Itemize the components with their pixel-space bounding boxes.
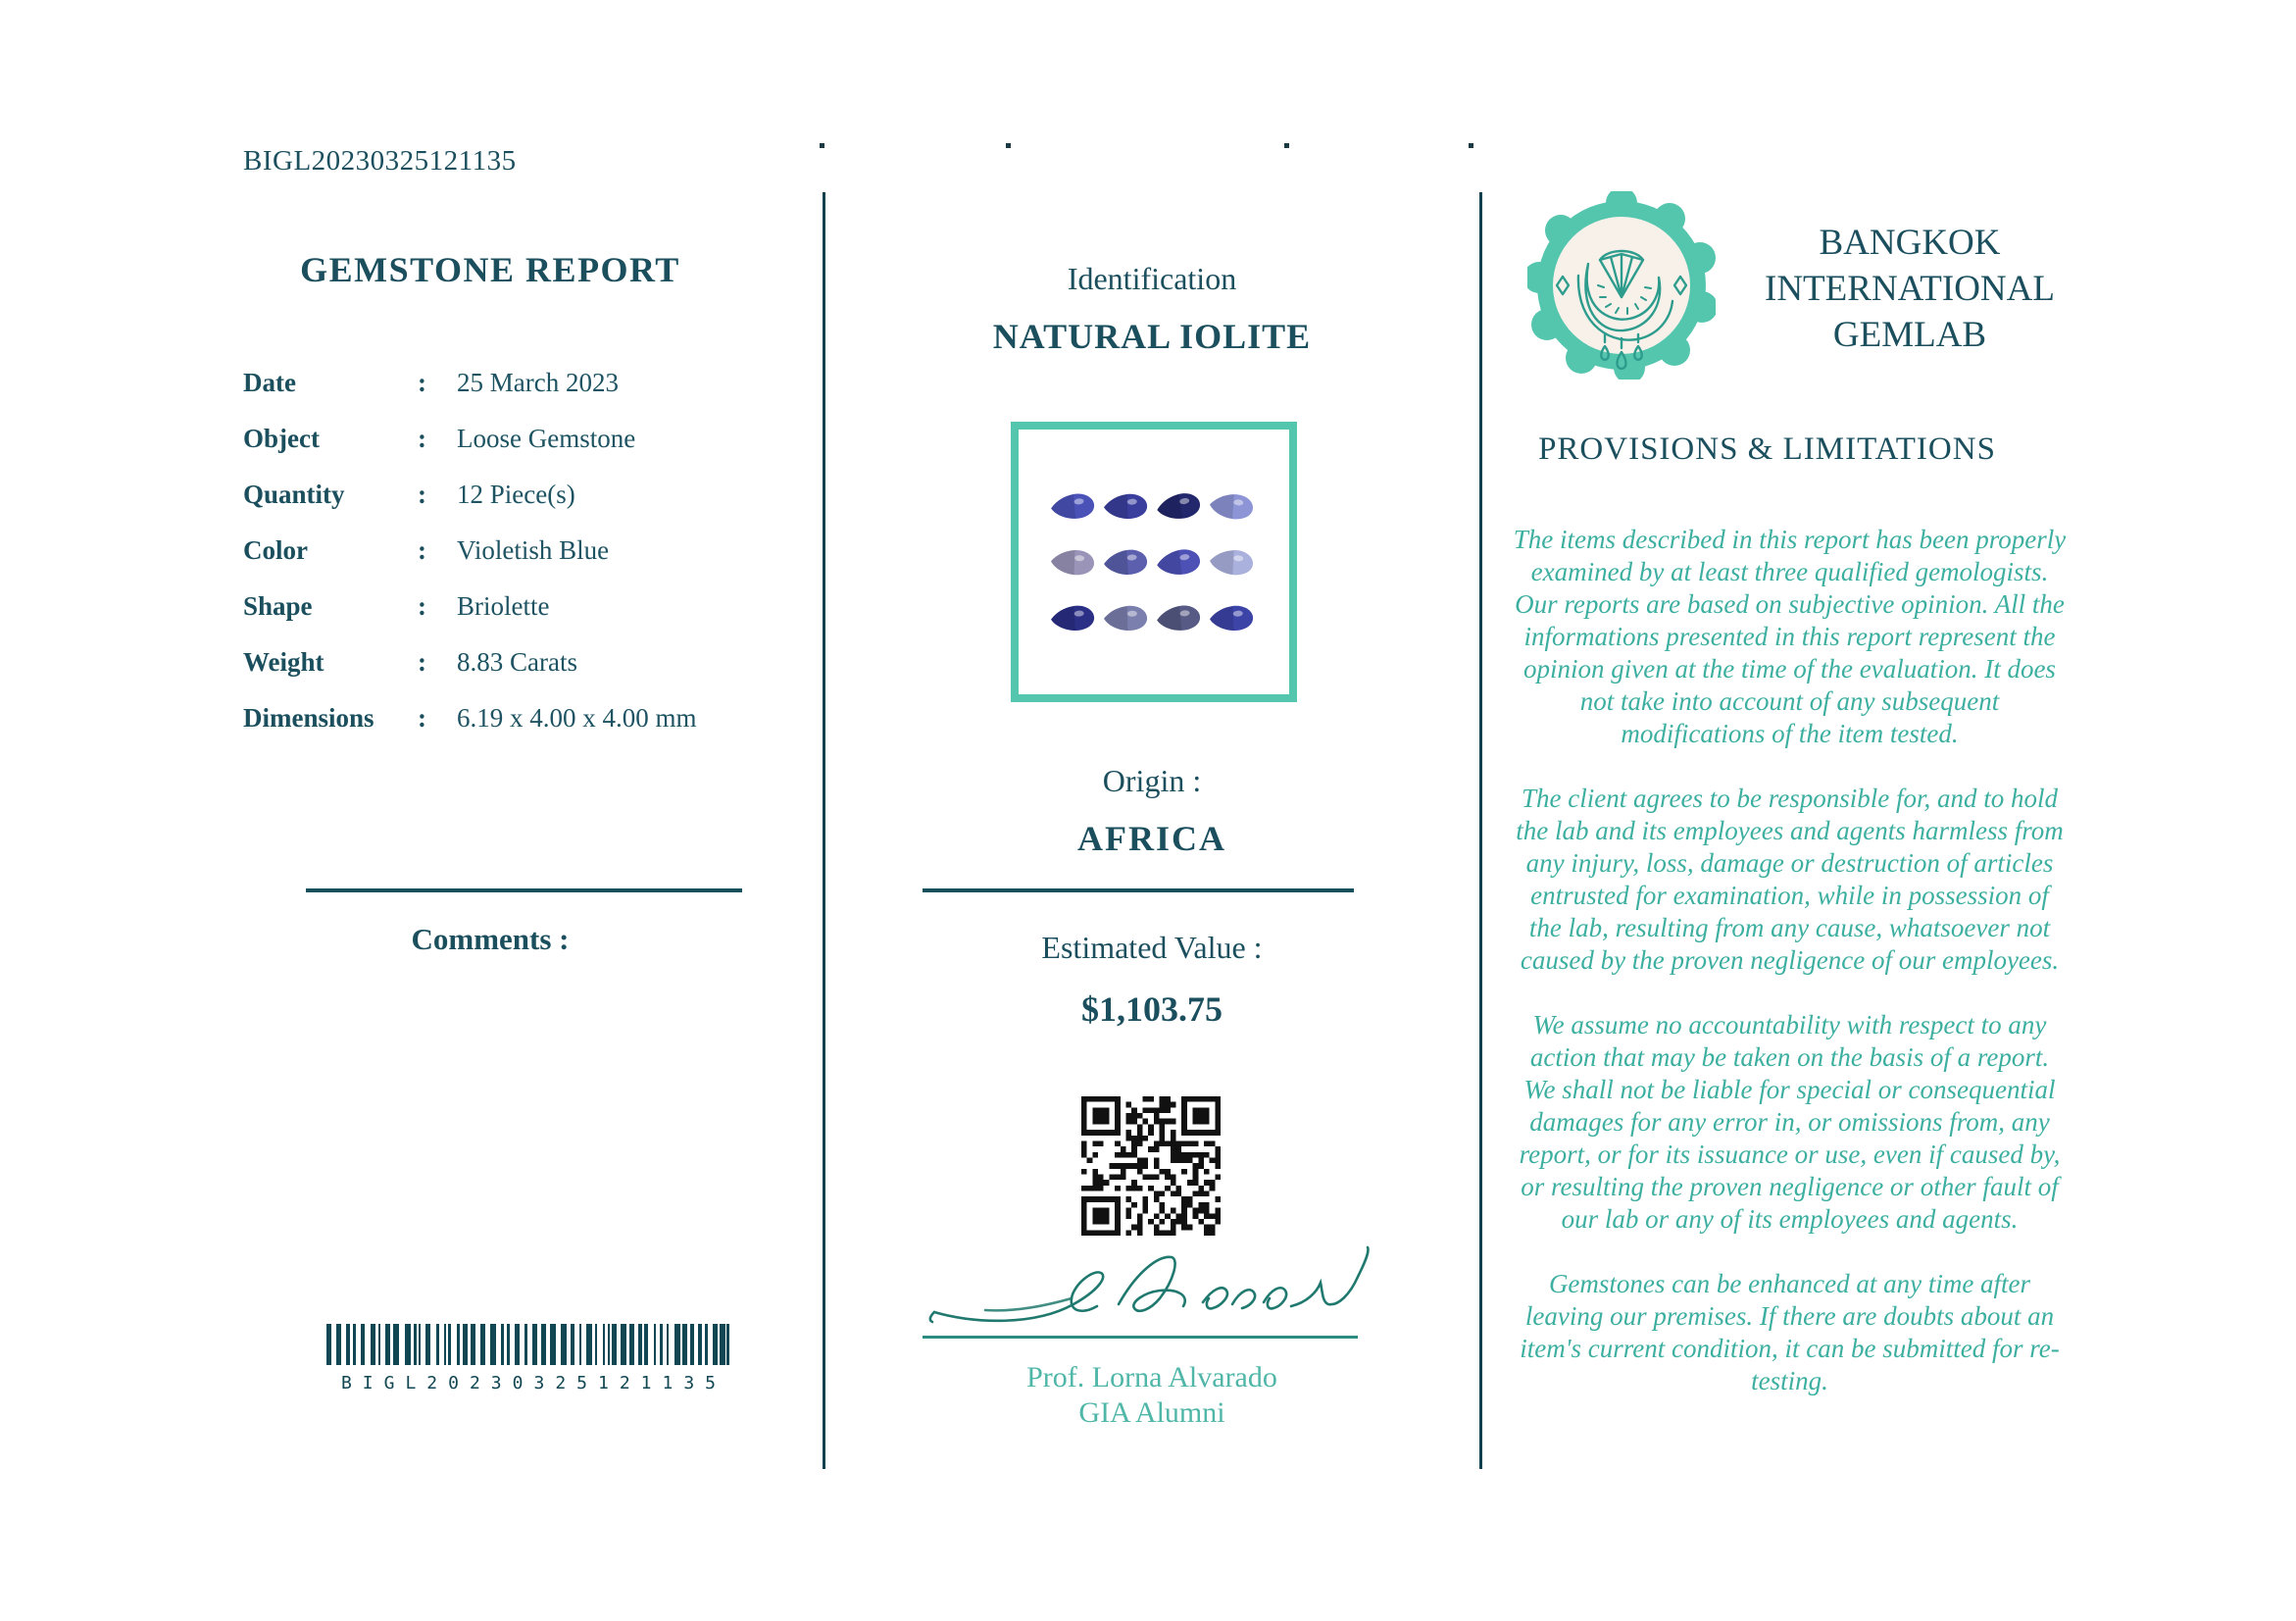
gem-stone	[1153, 599, 1205, 635]
gem-stone	[1048, 545, 1098, 579]
lab-name	[1718, 220, 2102, 358]
field-label: Weight	[243, 647, 324, 677]
gem-name: NATURAL IOLITE	[992, 317, 1312, 356]
field-value: Loose Gemstone	[457, 424, 636, 453]
field-value: Violetish Blue	[457, 535, 610, 565]
gem-stone	[1047, 487, 1099, 524]
gem-stone	[1101, 601, 1151, 634]
gem-photo	[1019, 430, 1289, 694]
comments-heading: Comments :	[411, 922, 570, 956]
provision-paragraph: Gemstones can be enhanced at any time after leaving our premises. If there are doubts about an item's current condition, it can be submitted for re-testing.	[1520, 1269, 2060, 1395]
field-label: Dimensions	[243, 703, 374, 733]
section-divider	[923, 888, 1354, 892]
registration-dot	[1006, 143, 1011, 148]
field-row	[243, 644, 797, 681]
field-label: Color	[243, 535, 308, 565]
gem-stone	[1207, 488, 1258, 523]
provisions-heading: PROVISIONS & LIMITATIONS	[1538, 431, 1996, 467]
registration-dot	[820, 143, 824, 148]
gem-stone	[1101, 544, 1153, 580]
signature-script	[926, 1234, 1377, 1336]
field-value: Briolette	[457, 591, 550, 621]
field-value: 12 Piece(s)	[457, 480, 575, 509]
field-label: Quantity	[243, 480, 345, 509]
qr-code	[1081, 1096, 1221, 1236]
report-fields	[243, 365, 797, 756]
origin-value: AFRICA	[1077, 819, 1226, 858]
field-colon: :	[418, 424, 426, 453]
barcode	[326, 1324, 730, 1393]
field-colon: :	[418, 647, 426, 677]
field-colon: :	[418, 703, 426, 733]
gem-stone	[1048, 600, 1099, 634]
provision-paragraph: The client agrees to be responsible for, and to hold the lab and its employees and agents harmless from any injury, loss, damage or destruction of articles entrusted for examination, while in possession of the lab, resulting from any cause, whatsoever not caused by the proven negligence of our employees.	[1516, 784, 2064, 975]
field-label: Shape	[243, 591, 313, 621]
field-row	[243, 365, 797, 401]
registration-dot	[1469, 143, 1473, 148]
provisions-paragraphs	[1513, 524, 2067, 1430]
field-label: Date	[243, 368, 296, 397]
field-value: 8.83 Carats	[457, 647, 577, 677]
lab-name-line: BANGKOK	[1819, 223, 2001, 263]
field-colon: :	[418, 535, 426, 565]
lab-name-line: GEMLAB	[1832, 315, 1987, 355]
signatory-name: Prof. Lorna Alvarado	[1026, 1361, 1277, 1393]
field-label: Object	[243, 424, 320, 453]
origin-heading: Origin :	[1102, 763, 1202, 798]
lab-name-line: INTERNATIONAL	[1765, 269, 2055, 309]
certificate-number: BIGL20230325121135	[243, 145, 517, 177]
barcode-bars	[326, 1324, 730, 1365]
estimated-value-heading: Estimated Value :	[1041, 930, 1263, 965]
gem-stone	[1101, 489, 1152, 524]
report-title: GEMSTONE REPORT	[300, 250, 680, 289]
field-row	[243, 700, 797, 736]
gem-stone	[1153, 543, 1206, 582]
field-row	[243, 477, 797, 513]
estimated-value: $1,103.75	[1081, 989, 1223, 1029]
gem-photo-frame	[1011, 422, 1297, 702]
field-row	[243, 532, 797, 569]
gem-stone	[1207, 545, 1258, 580]
field-row	[243, 421, 797, 457]
barcode-text: BIGL20230325121135	[340, 1373, 727, 1393]
field-colon: :	[418, 591, 426, 621]
identification-heading: Identification	[1067, 261, 1237, 296]
gem-stone	[1153, 486, 1207, 526]
field-value: 6.19 x 4.00 x 4.00 mm	[457, 703, 697, 733]
provision-paragraph: We assume no accountability with respect to any action that may be taken on the basis of a report. We shall not be liable for special or consequential damages for any error in, or omissions from, any report, or for its issuance or use, even if caused by, or resulting the proven negligence or other fault of our lab or any of its employees and agents.	[1519, 1010, 2061, 1234]
registration-dot	[1284, 143, 1289, 148]
field-row	[243, 588, 797, 625]
field-value: 25 March 2023	[457, 368, 619, 397]
field-colon: :	[418, 368, 426, 397]
signatory-title: GIA Alumni	[1078, 1396, 1225, 1429]
field-colon: :	[418, 480, 426, 509]
gem-stone	[1207, 601, 1258, 635]
signature-divider	[923, 1336, 1358, 1339]
provision-paragraph: The items described in this report has been properly examined by at least three qualified gemologists. Our reports are based on subjective opinion. All the informations presented in this report represent the opinion given at the time of the evaluation. It does not take into account of any subsequent modifications of the item tested.	[1513, 525, 2067, 748]
lab-logo	[1527, 191, 1716, 380]
comments-divider	[306, 888, 742, 892]
